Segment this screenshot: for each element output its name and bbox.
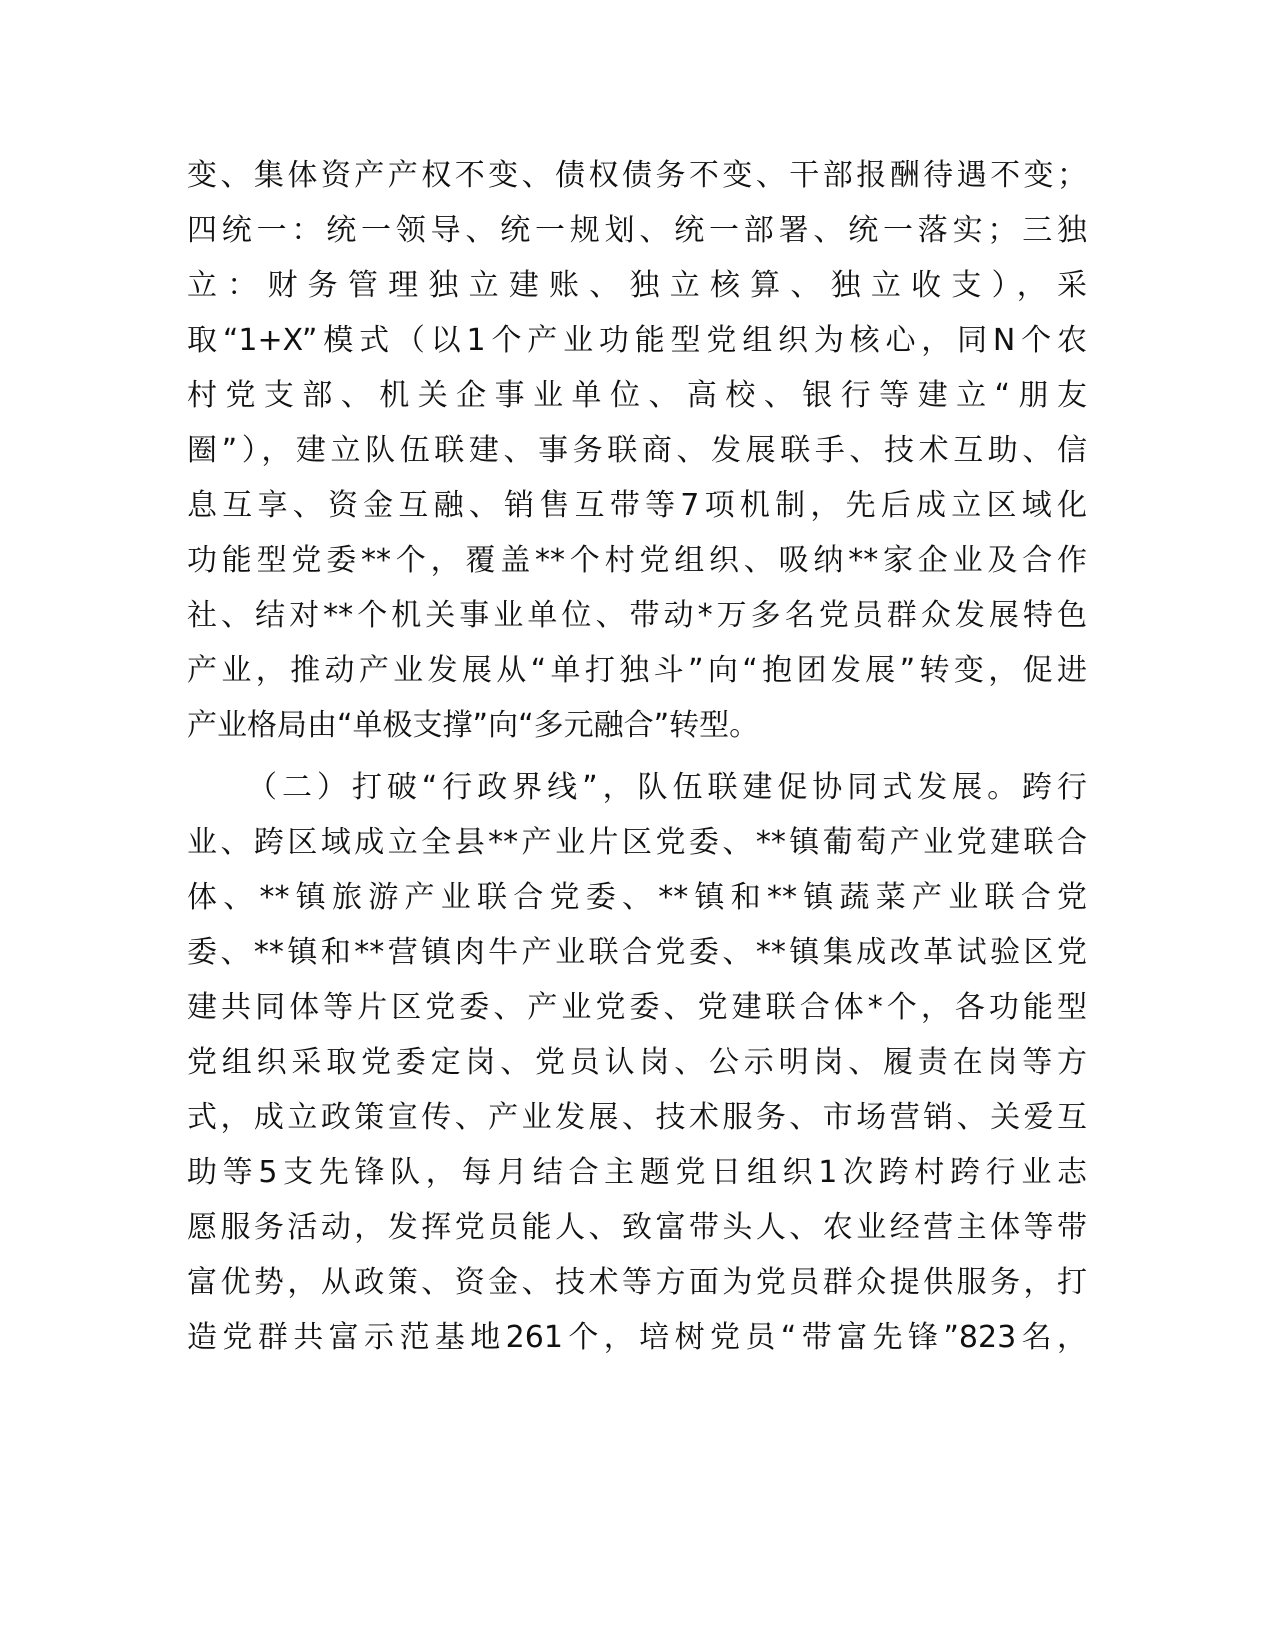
paragraph-1-line-6: 圈”），建立队伍联建、事务联商、发展联手、技术互助、信 [187, 433, 1087, 468]
paragraph-2-line-8: 助等5支先锋队，每月结合主题党日组织1次跨村跨行业志 [187, 1155, 1087, 1190]
paragraph-1-line-1: 变、集体资产产权不变、债权债务不变、干部报酬待遇不变； [187, 158, 1087, 193]
paragraph-2-line-10: 富优势，从政策、资金、技术等方面为党员群众提供服务，打 [187, 1265, 1087, 1300]
paragraph-2-line-5: 建共同体等片区党委、产业党委、党建联合体*个，各功能型 [187, 990, 1087, 1025]
paragraph-1-line-10: 产业，推动产业发展从“单打独斗”向“抱团发展”转变，促进 [187, 653, 1087, 688]
paragraph-1-line-2: 四统一：统一领导、统一规划、统一部署、统一落实；三独 [187, 213, 1087, 248]
paragraph-2-line-1: （二）打破“行政界线”，队伍联建促协同式发展。跨行 [247, 770, 1087, 805]
paragraph-1-line-9: 社、结对**个机关事业单位、带动*万多名党员群众发展特色 [187, 598, 1087, 633]
paragraph-1-line-4: 取“1+X”模式（以1个产业功能型党组织为核心，同N个农 [187, 323, 1087, 358]
paragraph-2-line-3: 体、**镇旅游产业联合党委、**镇和**镇蔬菜产业联合党 [187, 880, 1087, 915]
paragraph-2-line-9: 愿服务活动，发挥党员能人、致富带头人、农业经营主体等带 [187, 1210, 1087, 1245]
paragraph-2-line-6: 党组织采取党委定岗、党员认岗、公示明岗、履责在岗等方 [187, 1045, 1087, 1080]
paragraph-1-line-11: 产业格局由“单极支撑”向“多元融合”转型。 [187, 708, 760, 743]
paragraph-1-line-8: 功能型党委**个，覆盖**个村党组织、吸纳**家企业及合作 [187, 543, 1087, 578]
paragraph-1-line-5: 村党支部、机关企事业单位、高校、银行等建立“朋友 [187, 378, 1087, 413]
paragraph-2-line-2: 业、跨区域成立全县**产业片区党委、**镇葡萄产业党建联合 [187, 825, 1087, 860]
paragraph-2-line-11: 造党群共富示范基地261个，培树党员“带富先锋”823名， [187, 1320, 1087, 1355]
paragraph-1-line-7: 息互享、资金互融、销售互带等7项机制，先后成立区域化 [187, 488, 1087, 523]
paragraph-1-line-3: 立：财务管理独立建账、独立核算、独立收支），采 [187, 268, 1087, 303]
paragraph-2-line-7: 式，成立政策宣传、产业发展、技术服务、市场营销、关爱互 [187, 1100, 1087, 1135]
paragraph-2-line-4: 委、**镇和**营镇肉牛产业联合党委、**镇集成改革试验区党 [187, 935, 1087, 970]
